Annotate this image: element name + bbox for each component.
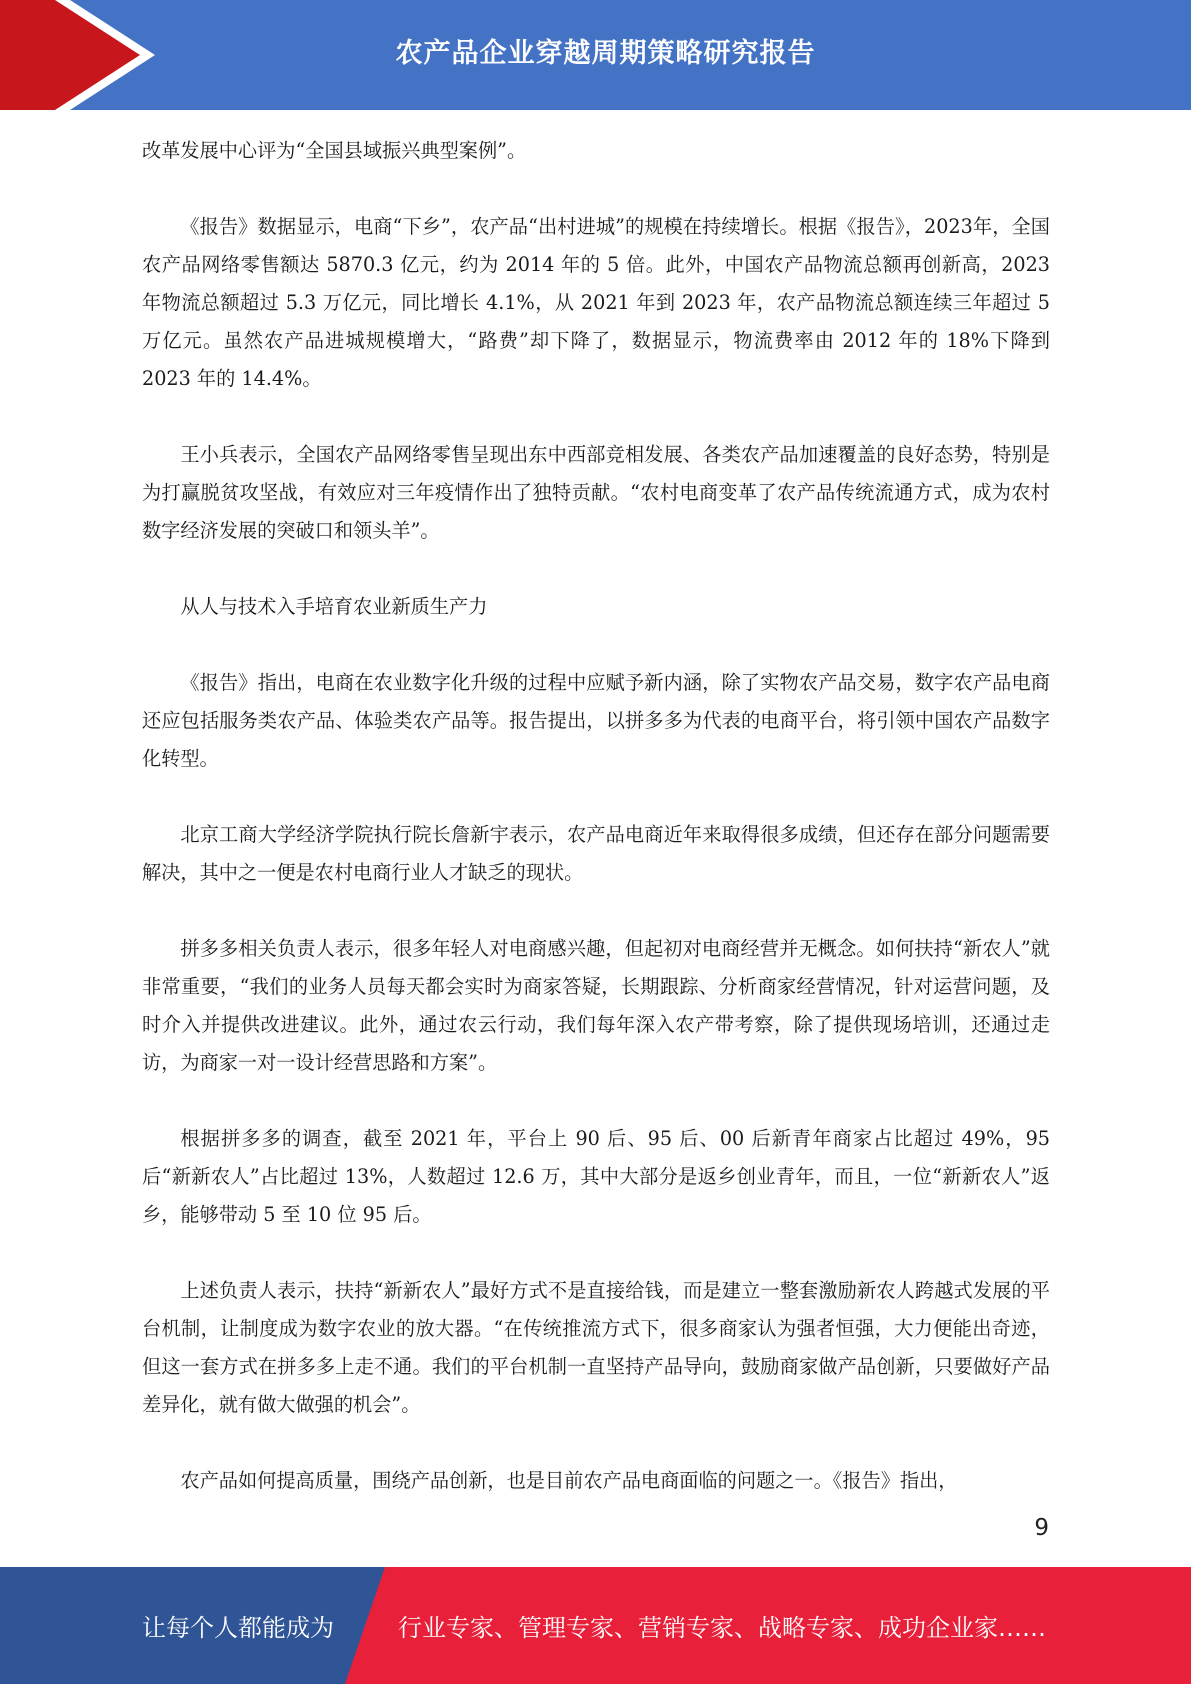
- document-body: [142, 132, 1050, 1538]
- page-header: [0, 0, 1191, 110]
- footer-slogan-right: 行业专家、管理专家、营销专家、战略专家、成功企业家……: [398, 1614, 1046, 1642]
- paragraph: 《报告》数据显示，电商“下乡”，农产品“出村进城”的规模在持续增长。根据《报告》，2023年，全国农产品网络零售额达 5870.3 亿元，约为 2014 年的 5 倍。此外，中国农产品物流总额再创新高，2023 年物流总额超过 5.3 万亿元，同比增长 4.1%，从 2021 年到 2023 年，农产品物流总额连续三年超过 5 万亿元。虽然农产品进城规模增大，“路费”却下降了，数据显示，物流费率由 2012 年的 18%下降到 2023 年的 14.4%。: [142, 215, 1050, 390]
- paragraph: 拼多多相关负责人表示，很多年轻人对电商感兴趣，但起初对电商经营并无概念。如何扶持“新农人”就非常重要，“我们的业务人员每天都会实时为商家答疑，长期跟踪、分析商家经营情况，针对运营问题，及时介入并提供改进建议。此外，通过农云行动，我们每年深入农产带考察，除了提供现场培训，还通过走访，为商家一对一设计经营思路和方案”。: [142, 937, 1050, 1074]
- footer-slogan-left: 让每个人都能成为: [142, 1614, 334, 1642]
- paragraph: 《报告》指出，电商在农业数字化升级的过程中应赋予新内涵，除了实物农产品交易，数字农产品电商还应包括服务类农产品、体验类农产品等。报告提出，以拼多多为代表的电商平台，将引领中国农产品数字化转型。: [142, 671, 1050, 770]
- report-title: 农产品企业穿越周期策略研究报告: [395, 37, 816, 69]
- paragraph: 王小兵表示，全国农产品网络零售呈现出东中西部竞相发展、各类农产品加速覆盖的良好态势，特别是为打赢脱贫攻坚战，有效应对三年疫情作出了独特贡献。“农村电商变革了农产品传统流通方式，成为农村数字经济发展的突破口和领头羊”。: [142, 443, 1050, 542]
- paragraph: 根据拼多多的调查，截至 2021 年，平台上 90 后、95 后、00 后新青年商家占比超过 49%，95 后“新新农人”占比超过 13%，人数超过 12.6 万，其中大部分是返乡创业青年，而且，一位“新新农人”返乡，能够带动 5 至 10 位 95 后。: [142, 1127, 1050, 1226]
- paragraph: 农产品如何提高质量，围绕产品创新，也是目前农产品电商面临的问题之一。《报告》指出，: [180, 1469, 958, 1492]
- paragraph: 上述负责人表示，扶持“新新农人”最好方式不是直接给钱，而是建立一整套激励新农人跨越式发展的平台机制，让制度成为数字农业的放大器。“在传统推流方式下，很多商家认为强者恒强，大力便能出奇迹，但这一套方式在拼多多上走不通。我们的平台机制一直坚持产品导向，鼓励商家做产品创新，只要做好产品差异化，就有做大做强的机会”。: [142, 1279, 1050, 1416]
- paragraph-continuation: 改革发展中心评为“全国县域振兴典型案例”。: [142, 139, 527, 162]
- page-number: 9: [1034, 1515, 1049, 1541]
- paragraph: 北京工商大学经济学院执行院长詹新宇表示，农产品电商近年来取得很多成绩，但还存在部分问题需要解决，其中之一便是农村电商行业人才缺乏的现状。: [142, 823, 1050, 884]
- section-subheading: 从人与技术入手培育农业新质生产力: [180, 595, 488, 618]
- page-footer: [0, 1567, 1191, 1684]
